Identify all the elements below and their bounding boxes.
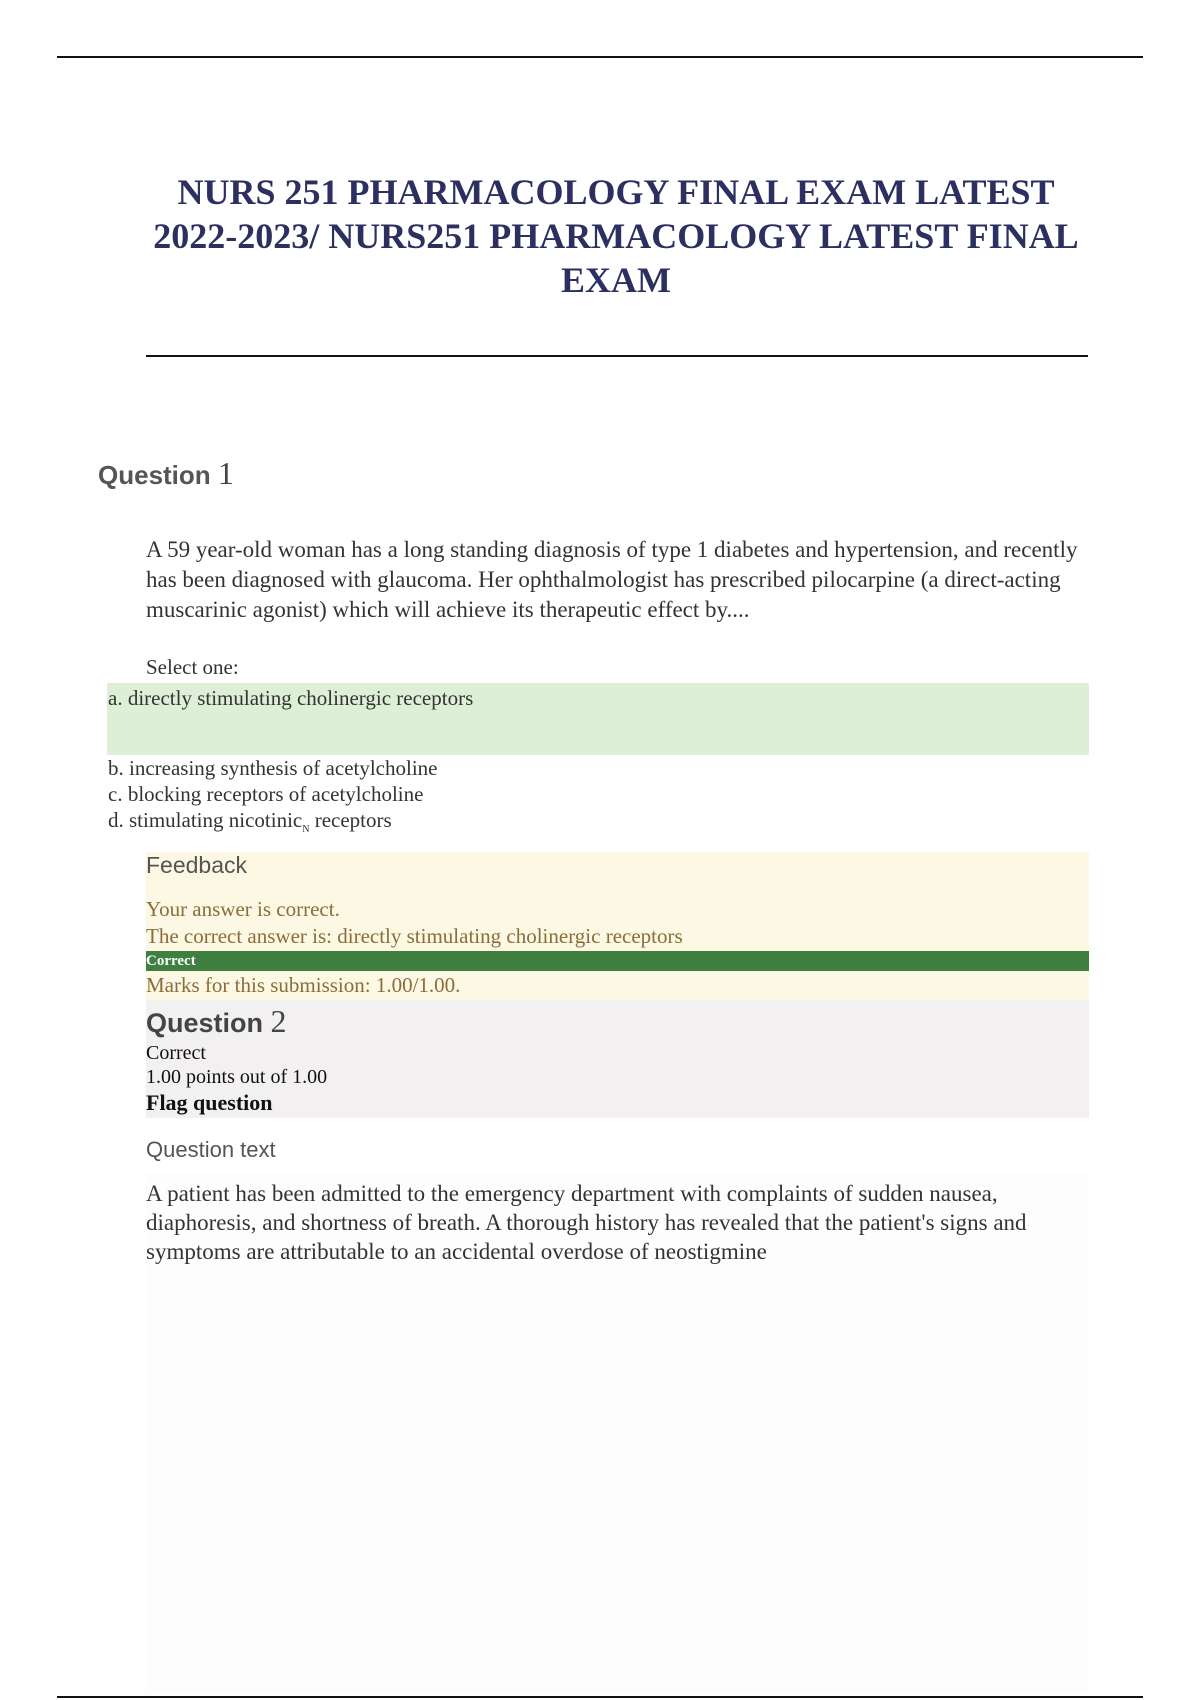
question-2-number: 2 [270, 1003, 287, 1039]
question-1-number: 1 [217, 455, 234, 491]
question-2-text: A patient has been admitted to the emergency department with complaints of sudden nausea, diaphoresis, and shortness of breath. A thorough history has revealed that the patient's signs and symptoms are attributable to an accidental overdose of neostigmine [146, 1181, 1027, 1264]
option-d-label: d. stimulating nicotinic [108, 808, 303, 832]
question-2-status: Correct [146, 1042, 206, 1064]
option-c[interactable]: c. blocking receptors of acetylcholine [108, 782, 424, 806]
option-d-subscript: N [302, 824, 310, 836]
document-title: NURS 251 PHARMACOLOGY FINAL EXAM LATEST 2022-2023/ NURS251 PHARMACOLOGY LATEST FINAL EXAM [153, 172, 1079, 300]
bottom-rule [57, 1696, 1143, 1698]
question-1-heading [98, 455, 234, 492]
question-2-heading [146, 1003, 287, 1040]
title-divider [146, 355, 1088, 357]
question-2-points: 1.00 points out of 1.00 [146, 1066, 328, 1088]
question-text-label: Question text [146, 1137, 276, 1162]
question-2-info-panel [146, 1000, 1089, 1118]
option-d[interactable] [108, 808, 392, 835]
top-rule [57, 56, 1143, 58]
feedback-title: Feedback [146, 852, 248, 878]
feedback-marks: Marks for this submission: 1.00/1.00. [146, 973, 461, 997]
flag-question-link[interactable]: Flag question [146, 1090, 273, 1115]
feedback-correct-answer: The correct answer is: directly stimulating cholinergic receptors [146, 924, 683, 948]
option-d-suffix: receptors [309, 808, 392, 832]
feedback-result: Your answer is correct. [146, 897, 340, 921]
option-a[interactable]: a. directly stimulating cholinergic receptors [108, 686, 474, 710]
correct-status-bar: Correct [146, 951, 1089, 971]
question-1-text: A 59 year-old woman has a long standing diagnosis of type 1 diabetes and hypertension, and recently has been diagnosed with glaucoma. Her ophthalmologist has prescribed pilocarpine (a direct-acting muscarinic agonist) which will achieve its therapeutic effect by.... [146, 537, 1078, 622]
select-one-label: Select one: [146, 655, 239, 679]
option-b[interactable]: b. increasing synthesis of acetylcholine [108, 756, 438, 780]
question-1-heading-label: Question [98, 460, 211, 490]
question-2-heading-label: Question [146, 1008, 264, 1038]
